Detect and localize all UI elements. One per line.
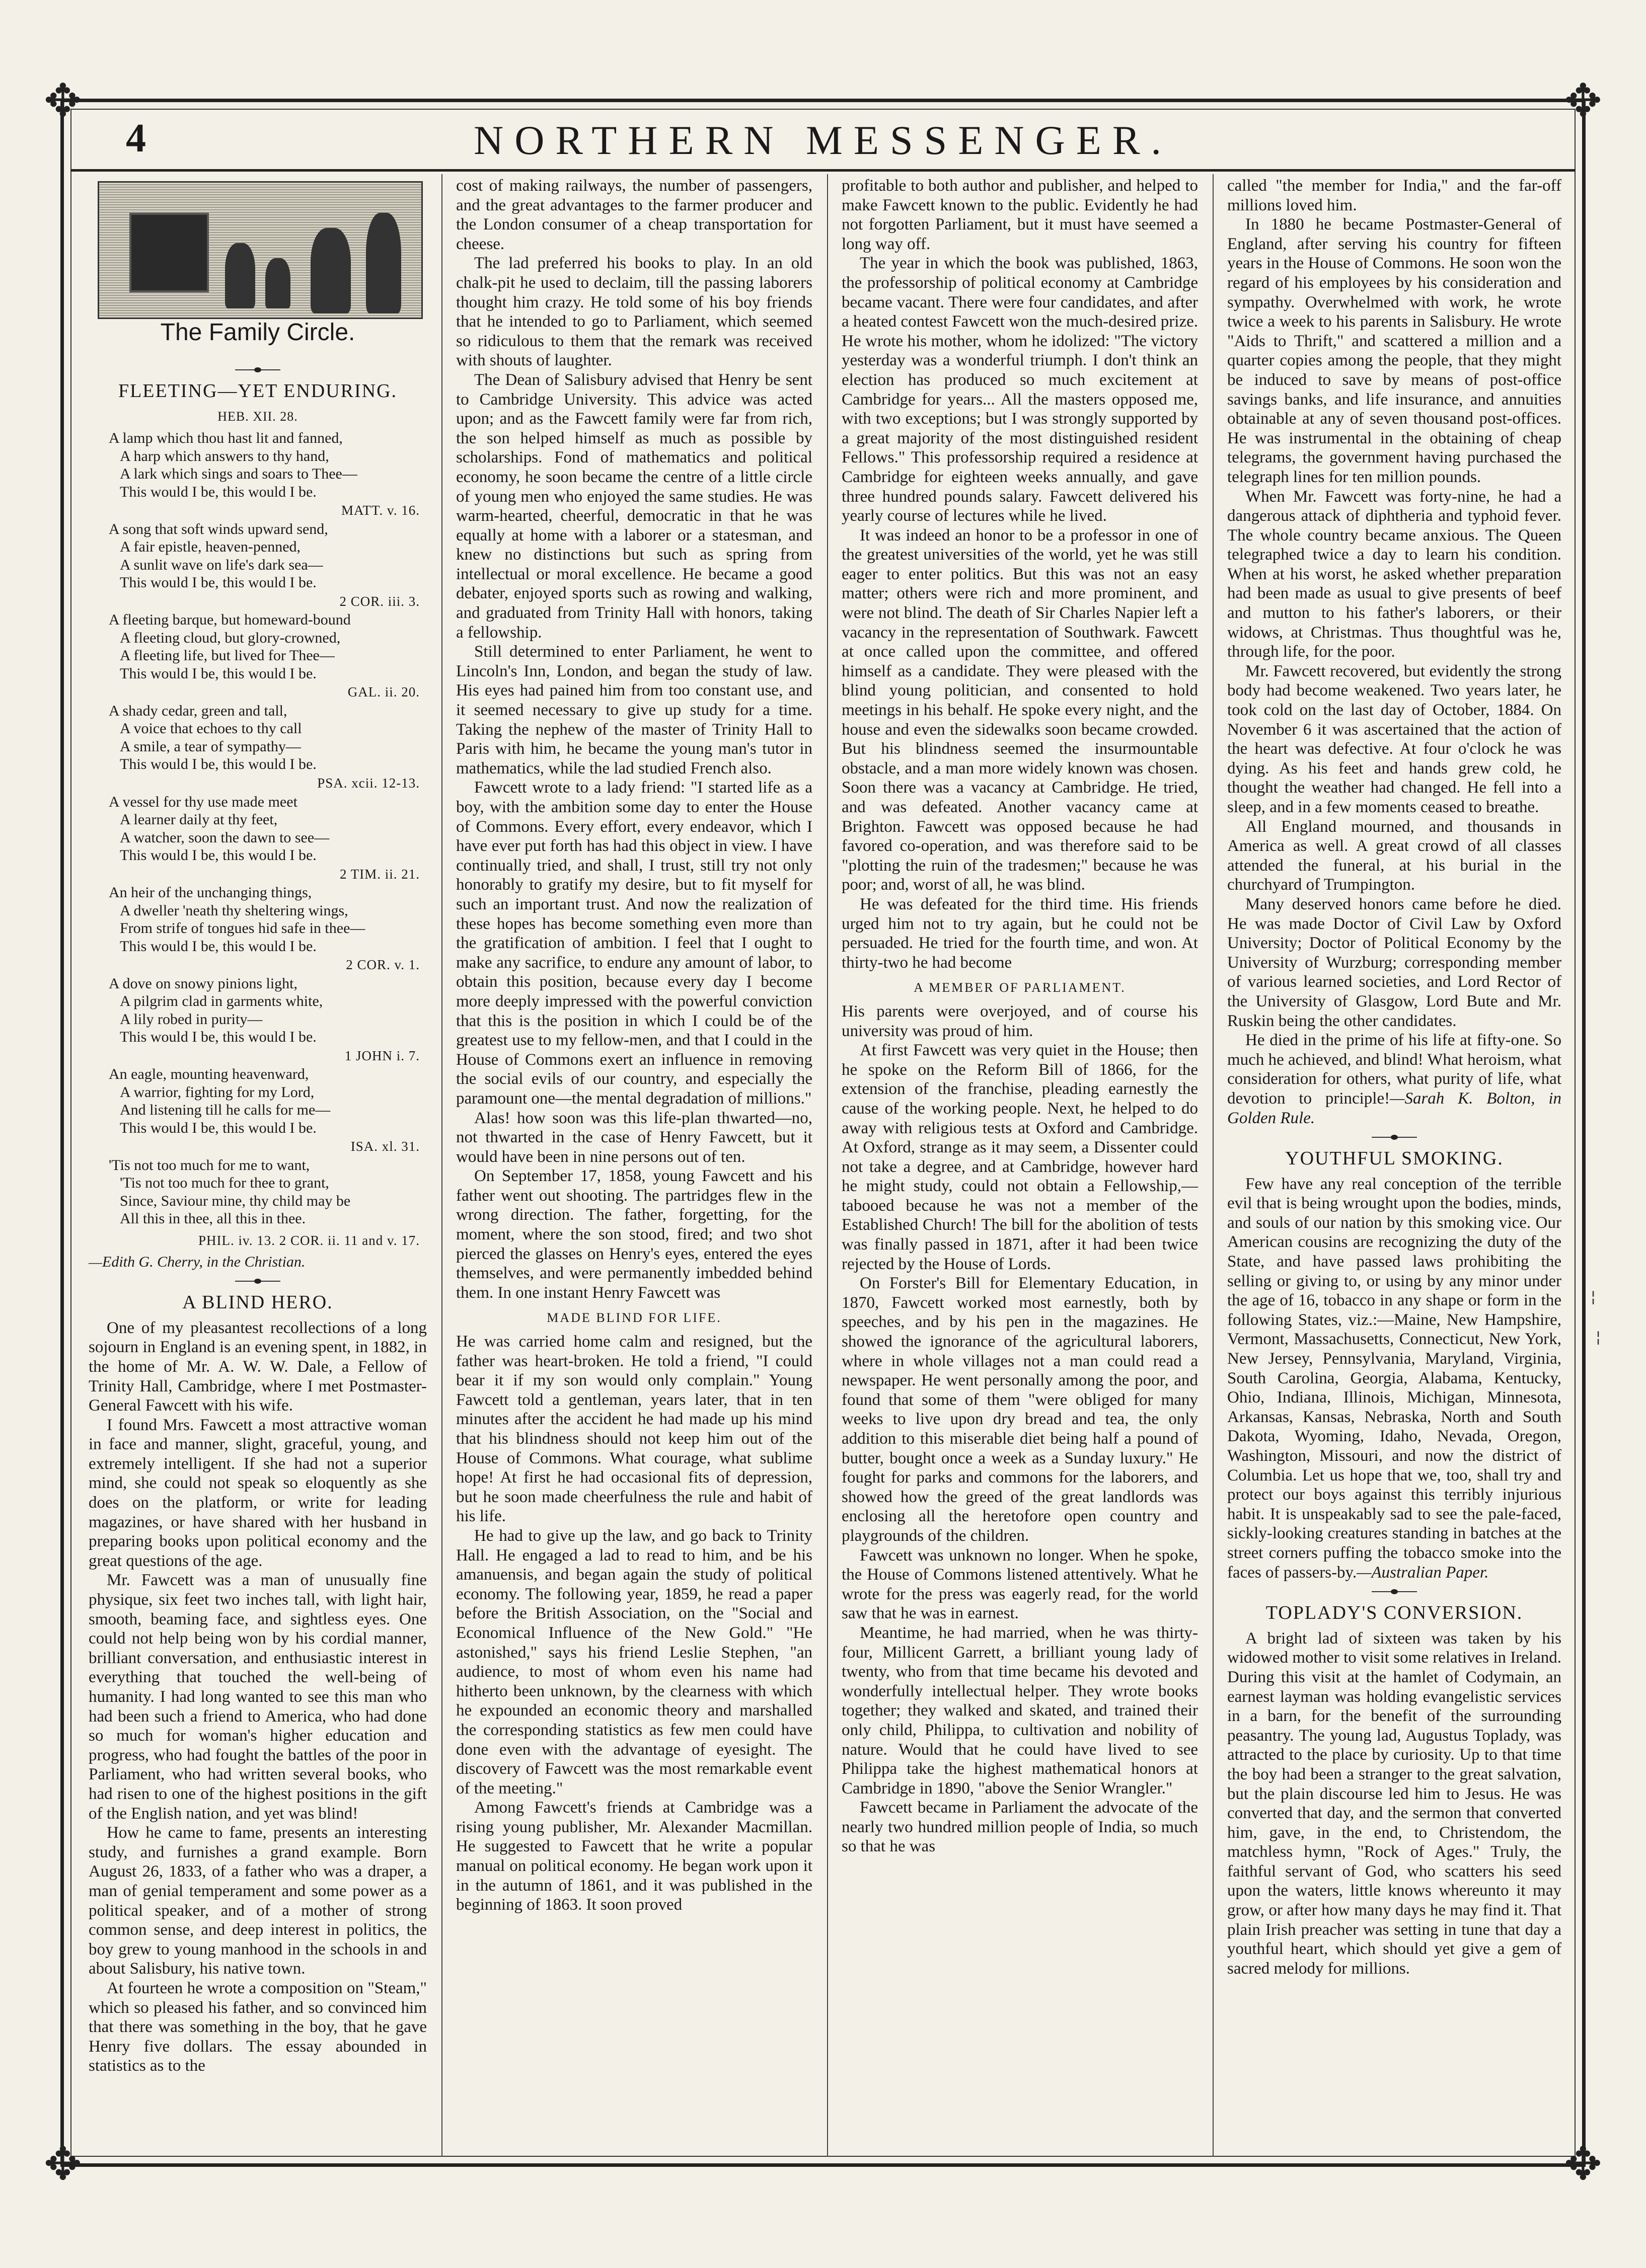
poem-stanza bbox=[109, 429, 427, 501]
column-2 bbox=[443, 176, 826, 2154]
poem-line: A lamp which thou hast lit and fanned, bbox=[109, 430, 343, 447]
section-divider bbox=[235, 367, 280, 372]
paper-title: NORTHERN MESSENGER. bbox=[473, 117, 1173, 163]
poem-line: A learner daily at thy feet, bbox=[120, 811, 278, 828]
corner-ornament-icon: ✥ bbox=[44, 74, 82, 127]
family-circle-title: The Family Circle. bbox=[160, 319, 355, 346]
poem-stanza-ref: MATT. v. 16. bbox=[341, 503, 420, 518]
column-rule bbox=[827, 174, 828, 2157]
margin-mark-icon: ¦ bbox=[1591, 1288, 1596, 1306]
article-paragraph: At fourteen he wrote a composition on "Steam," which so pleased his father, and so convinced him that there was something in the boy, that he gave Henry five dollars. The essay abounded in statistics as to the bbox=[89, 1979, 427, 2075]
poem-line: 'Tis not too much for thee to grant, bbox=[120, 1175, 329, 1192]
article-paragraph: Fawcett wrote to a lady friend: "I started life as a boy, with the ambition some day to enter the House of Commons. Every effort, every endeavor, which I have ever put forth has had this object in view. I have continually tried, and shall, I trust, still try not only honorably to gratify my desire, but to fit myself for such an important trust. And now the realization of these hopes has become something even more than the gratification of ambition. I feel that I ought to make any sacrifice, to endure any amount of labor, to obtain this position, because every day I become more deeply impressed with the powerful conviction that this is the position in which I could be of the greatest use to my fellow-men, and that I could in the House of Commons exert an influence in removing the social evils of our country, and especially the paramount one—the mental degradation of millions." bbox=[456, 778, 812, 1108]
poem-line: An eagle, mounting heavenward, bbox=[109, 1066, 309, 1083]
article-paragraph: It was indeed an honor to be a professor in one of the greatest universities of the world, yet he was still eager to enter politics. But this was not an easy matter; others were rich and more prominent, and were not blind. The death of Sir Charles Napier left a vacancy in the representation of Southwark. Fawcett at once called upon the committee, and offered himself as a candidate. They were pleased with the blind young politician, and consented to hold meetings in his behalf. He spoke every night, and the house and even the sidewalks soon became crowded. But his blindness seemed the insurmountable obstacle, and a man more widely known was chosen. Soon there was a vacancy at Cambridge. He tried, and was defeated. Another vacancy came at Brighton. Fawcett was opposed because he had favored co-operation, and was therefore said to be "plotting the ruin of the tradesmen;" because he was poor; and, worst of all, he was blind. bbox=[842, 526, 1198, 894]
poem-stanza bbox=[109, 611, 427, 682]
poem-line: A lily robed in purity— bbox=[120, 1010, 263, 1028]
family-fireside-engraving-icon bbox=[98, 181, 423, 319]
article-paragraph: Mr. Fawcett recovered, but evidently the strong body had become weakened. Two years later, he took cold on the last day of October, 1884. On November 6 it was ascertained that the action of the heart was defective. At four o'clock he was dying. As his feet and hands grew cold, he thought the weather had changed. He fell into a sleep, and in a few moments ceased to breathe. bbox=[1227, 662, 1561, 816]
poem-stanzas bbox=[89, 429, 427, 1231]
article-paragraph: When Mr. Fawcett was forty-nine, he had a dangerous attack of diphtheria and typhoid fever. The whole country became anxious. The Queen telegraphed twice a day to learn his condition. When at his worst, he asked whether preparation had been made as usual to give presents of beef and mutton to his father's laborers, or their widows, at Christmas. Thus thoughtful was he, through life, for the poor. bbox=[1227, 487, 1561, 661]
poem-line: A song that soft winds upward send, bbox=[109, 520, 328, 537]
smoking-title: YOUTHFUL SMOKING. bbox=[1285, 1148, 1504, 1169]
poem-stanza bbox=[109, 702, 427, 773]
article-paragraph: Mr. Fawcett was a man of unusually fine physique, six feet two inches tall, with light hair, smooth, beaming face, and sightless eyes. One could not help being won by his cordial manner, brilliant conversation, and enthusiastic interest in everything that touched the well-being of humanity. I had long wanted to see this man who had been such a friend to America, who had done so much for woman's higher education and progress, who had fought the battles of the poor in Parliament, who had written several books, who had risen to one of the highest positions in the gift of the English nation, and yet was blind! bbox=[89, 1571, 427, 1823]
column-4 bbox=[1214, 176, 1575, 2154]
poem-line: This would I be, this would I be. bbox=[120, 665, 317, 682]
poem-title: FLEETING—YET ENDURING. bbox=[118, 380, 398, 402]
poem-stanza bbox=[109, 1065, 427, 1137]
poem-stanza-ref: GAL. ii. 20. bbox=[347, 684, 420, 700]
poem-stanza bbox=[109, 1156, 427, 1228]
article-paragraph: All England mourned, and thousands in America as well. A great crowd of all classes attended the funeral, at his burial in the churchyard of Trumpington. bbox=[1227, 817, 1561, 894]
subheading-made-blind: MADE BLIND FOR LIFE. bbox=[547, 1310, 722, 1325]
poem-line: This would I be, this would I be. bbox=[120, 937, 317, 955]
article-paragraph: The lad preferred his books to play. In an old chalk-pit he used to declaim, till the passing laborers thought him crazy. He told some of his boy friends that he intended to go to Parliament, which seemed so ridiculous to them that the remark was received with shouts of laughter. bbox=[456, 254, 812, 370]
page-number: 4 bbox=[126, 116, 146, 161]
poem-line: A pilgrim clad in garments white, bbox=[120, 993, 323, 1010]
toplady-title: TOPLADY'S CONVERSION. bbox=[1265, 1602, 1523, 1624]
poem-line: A shady cedar, green and tall, bbox=[109, 702, 287, 719]
poem-stanza bbox=[109, 793, 427, 865]
poem-line: A smile, a tear of sympathy— bbox=[120, 738, 301, 755]
poem-stanza bbox=[109, 975, 427, 1046]
article-text bbox=[456, 176, 812, 1302]
article-text bbox=[842, 176, 1198, 972]
poem-stanza-ref: 2 COR. v. 1. bbox=[346, 957, 420, 973]
article-final-paragraph: He died in the prime of his life at fifty-one. So much he achieved, and blind! What heroism, what consideration for others, what purity of life, what devotion to principle!—Sarah K. Bolton, in Golden Rule. bbox=[1227, 1031, 1562, 1127]
article-paragraph: At first Fawcett was very quiet in the House; then he spoke on the Reform Bill of 1866, for the extension of the franchise, pleading earnestly the cause of the working people. Next, he helped to do away with religious tests at Oxford and Cambridge. At Oxford, strange as it may seem, a Dissenter could not take a degree, and at Cambridge, however hard he might study, could not obtain a Fellowship,—tabooed because he was not a member of the Established Church! The bill for the abolition of tests was finally passed in 1871, after it had been twice rejected by the House of Lords. bbox=[842, 1041, 1198, 1273]
poem-line: This would I be, this would I be. bbox=[120, 756, 317, 773]
subheading-parliament: A MEMBER OF PARLIAMENT. bbox=[914, 980, 1126, 995]
poem-scripture: HEB. XII. 28. bbox=[217, 409, 298, 424]
article-paragraph: He was carried home calm and resigned, but the father was heart-broken. He told a friend, "I could bear it if my son would only complain." Young Fawcett told a gentleman, years later, that in ten minutes after the accident he had made up his mind that his blindness should not keep him out of the House of Commons. What courage, what sublime hope! At first he had occasional fits of depression, but he soon made cheerfulness the rule and habit of his life. bbox=[456, 1333, 812, 1526]
poem-line: And listening till he calls for me— bbox=[120, 1102, 331, 1119]
poem-line: A lark which sings and soars to Thee— bbox=[120, 465, 357, 483]
poem-line: A fleeting barque, but homeward-bound bbox=[109, 611, 351, 629]
poem-line: A warrior, fighting for my Lord, bbox=[120, 1083, 315, 1101]
article-text bbox=[89, 1318, 427, 2076]
poem-line: A dove on snowy pinions light, bbox=[109, 975, 298, 992]
article-paragraph: The year in which the book was published, 1863, the professorship of political economy at Cambridge became vacant. There were four candidates, and after a heated contest Fawcett won the much-desired prize. He wrote his mother, whom he idolized: "The victory yesterday was a wonderful triumph. I don't think an election has produced so much excitement at Cambridge for years... All the masters opposed me, with two exceptions; but I was strongly supported by a great majority of the most distinguished resident Fellows." This professorship required a residence at Cambridge for eighteen weeks annually, and gave three hundred pounds salary. Fawcett delivered his yearly course of lectures while he lived. bbox=[842, 254, 1198, 525]
poem-line: This would I be, this would I be. bbox=[120, 847, 317, 864]
poem-line: A fair epistle, heaven-penned, bbox=[120, 538, 301, 556]
masthead-rule bbox=[70, 169, 1576, 172]
article-paragraph: Alas! how soon was this life-plan thwarted—no, not thwarted in the case of Henry Fawcett, but it would have been in nine persons out of ten. bbox=[456, 1109, 812, 1166]
article-paragraph: The Dean of Salisbury advised that Henry be sent to Cambridge University. This advice was acted upon; and as the Fawcett family were far from rich, the son helped himself as much as possible by scholarships. Fond of mathematics and political economy, he soon became the centre of a little circle of young men who enjoyed the same studies. He was warm-hearted, cheerful, democratic in that he was equally at home with a laborer or a statesman, and knew no distinctions but such as spring from intellectual or moral excellence. He became a good debater, enjoyed sports such as rowing and walking, and graduated from Trinity Hall with honors, taking a fellowship. bbox=[456, 370, 812, 642]
article-text bbox=[1227, 176, 1561, 1031]
poem-line: Since, Saviour mine, thy child may be bbox=[120, 1192, 351, 1209]
article-paragraph: He was defeated for the third time. His friends urged him not to try again, but he could not be persuaded. He tried for the fourth time, and won. At thirty-two he had become bbox=[842, 895, 1198, 972]
corner-ornament-icon: ✥ bbox=[1564, 2138, 1602, 2191]
poem-stanza-ref: ISA. xl. 31. bbox=[350, 1139, 420, 1154]
column-1 bbox=[76, 176, 440, 2154]
article-title: A BLIND HERO. bbox=[182, 1292, 333, 1313]
article-paragraph: Among Fawcett's friends at Cambridge was a rising young publisher, Mr. Alexander Macmillan. He suggested to Fawcett that he write a popular manual on political economy. He began work upon it in the autumn of 1861, and it was published in the beginning of 1863. It soon proved bbox=[456, 1798, 812, 1914]
article-paragraph: On September 17, 1858, young Fawcett and his father went out shooting. The partridges flew in the wrong direction. The father, forgetting, for the moment, where the son stood, fired; and two shot pierced the glasses on Henry's eyes, entered the eyes themselves, and were permanently imbedded behind them. In one instant Henry Fawcett was bbox=[456, 1167, 812, 1302]
poem-stanza-ref: 1 JOHN i. 7. bbox=[344, 1048, 420, 1063]
article-paragraph: On Forster's Bill for Elementary Education, in 1870, Fawcett worked most earnestly, both by speeches, and by his pen in the magazines. He showed the ignorance of the agricultural laborers, where in whole villages not a man could read a newspaper. He went personally among the poor, and found that some of them "were obliged for many weeks to live upon dry bread and tea, the only addition to this miserable diet being half a pound of butter, bought once a week as a Sunday luxury." He fought for parks and commons for the laborers, and showed how the greed of the great landlords was enclosing all the heretofore open country and playgrounds of the children. bbox=[842, 1274, 1198, 1545]
poem-line: This would I be, this would I be. bbox=[120, 1119, 317, 1136]
corner-ornament-icon: ✥ bbox=[44, 2138, 82, 2191]
article-paragraph: In 1880 he became Postmaster-General of England, after serving his country for fifteen years in the House of Commons. He soon won the regard of his employees by his consideration and sympathy. Overwhelmed with work, he wrote twice a week to his parents in Salisbury. He wrote "Aids to Thrift," and scattered a million and a quarter copies among the people, that they might be induced to save by means of post-office savings banks, and life insurance, and annuities obtainable at any of seven thousand post-offices. He was instrumental in the obtaining of cheap telegrams, the government having purchased the telegraph lines for ten million pounds. bbox=[1227, 215, 1561, 486]
article-paragraph: Fawcett became in Parliament the advocate of the nearly two hundred million people of India, so much so that he was bbox=[842, 1798, 1198, 1856]
poem-line: This would I be, this would I be. bbox=[120, 1029, 317, 1046]
poem-line: A watcher, soon the dawn to see— bbox=[120, 829, 330, 846]
poem-line: 'Tis not too much for me to want, bbox=[109, 1156, 310, 1174]
section-divider bbox=[1372, 1589, 1417, 1594]
poem-stanza-ref: 2 TIM. ii. 21. bbox=[339, 866, 420, 882]
article-paragraph: profitable to both author and publisher, and helped to make Fawcett known to the public. Evidently he had not forgotten Parliament, but it must have seemed a long way off. bbox=[842, 177, 1198, 253]
article-paragraph: Many deserved honors came before he died. He was made Doctor of Civil Law by Oxford University; Doctor of Political Economy by the University of Wurzburg; corresponding member of various learned societies, and Lord Rector of the University of Glasgow, Lord Bute and Mr. Ruskin being the other candidates. bbox=[1227, 895, 1561, 1030]
poem-closing-refs: PHIL. iv. 13. 2 COR. ii. 11 and v. 17. bbox=[198, 1232, 420, 1248]
article-paragraph: His parents were overjoyed, and of course his university was proud of him. bbox=[842, 1002, 1198, 1040]
poem-line: All this in thee, all this in thee. bbox=[120, 1210, 306, 1227]
column-3 bbox=[829, 176, 1211, 2154]
article-paragraph: One of my pleasantest recollections of a long sojourn in England is an evening spent, in 1882, in the home of Mr. A. W. W. Dale, a Fellow of Trinity Hall, Cambridge, where I met Postmaster-General Fawcett with his wife. bbox=[89, 1318, 427, 1415]
poem-line: A voice that echoes to thy call bbox=[120, 720, 302, 737]
poem-line: A harp which answers to thy hand, bbox=[120, 447, 329, 464]
poem-stanza-ref: PSA. xcii. 12-13. bbox=[317, 775, 420, 791]
poem-line: This would I be, this would I be. bbox=[120, 574, 317, 591]
section-divider bbox=[235, 1279, 280, 1284]
column-rule bbox=[441, 174, 442, 2157]
section-divider bbox=[1372, 1135, 1417, 1140]
poem-stanza bbox=[109, 520, 427, 592]
family-circle-header bbox=[89, 181, 427, 367]
poem-line: An heir of the unchanging things, bbox=[109, 884, 312, 901]
corner-ornament-icon: ✥ bbox=[1564, 74, 1602, 127]
poem-line: A fleeting life, but lived for Thee— bbox=[120, 647, 335, 664]
toplady-text: A bright lad of sixteen was taken by his widowed mother to visit some relatives in Ireland. During this visit at the hamlet of Codymain, an earnest layman was holding evangelistic services in a barn, for the benefit of the surrounding peasantry. The young lad, Augustus Toplady, was attracted to the place by curiosity. Up to that time the boy had been a stranger to the great salvation, but the plain discourse led him to Jesus. He was converted that day, and the sermon that converted him, gave, in the end, to Christendom, the matchless hymn, "Rock of Ages." Truly, the faithful servant of God, who scatters his seed upon the waters, little knows whereunto it may grow, or after how many days he may find it. That plain Irish preacher was setting in tune that day a youthful heart, which should yet give a gem of sacred melody for millions. bbox=[1227, 1629, 1561, 1978]
column-rule bbox=[1213, 174, 1214, 2157]
article-paragraph: Fawcett was unknown no longer. When he spoke, the House of Commons listened attentively. What he wrote for the press was eagerly read, for the world saw that he was in earnest. bbox=[842, 1546, 1198, 1623]
poem-line: A dweller 'neath thy sheltering wings, bbox=[120, 902, 348, 919]
article-text bbox=[842, 1002, 1198, 1856]
poem-credit: —Edith G. Cherry, in the Christian. bbox=[89, 1253, 306, 1270]
article-paragraph: How he came to fame, presents an interesting study, and furnishes a grand example. Born August 26, 1833, of a father who was a draper, a man of genial temperament and some power as a political speaker, and of a mother of strong common sense, and deep interest in politics, the boy grew to young manhood in the schools in and about Salisbury, his native town. bbox=[89, 1824, 427, 1978]
margin-mark-icon: ¦ bbox=[1596, 1328, 1601, 1346]
poem-stanza bbox=[109, 884, 427, 955]
article-paragraph: He had to give up the law, and go back to Trinity Hall. He engaged a lad to read to him, and be his amanuensis, and began again the study of political economy. The following year, 1859, he read a paper before the British Association, on the "Social and Economical Influence of the New Gold." "He astonished," says his friend Leslie Stephen, "an audience, to most of whom even his name had hitherto been unknown, by the clearness with which he expounded an economic theory and marshalled the corresponding statistics as few men could have done even with the advantage of eyesight. The discovery of Fawcett was the most remarkable event of the meeting." bbox=[456, 1526, 812, 1797]
article-paragraph: Meantime, he had married, when he was thirty-four, Millicent Garrett, a brilliant young lady of twenty, who from that time became his devoted and wonderfully intellectual helper. They wrote books together; they walked and skated, and trained their only child, Philippa, to cultivation and nobility of nature. Would that he could have lived to see Philippa take the highest mathematical honors at Cambridge in 1890, "above the Senior Wrangler." bbox=[842, 1623, 1198, 1797]
poem-line: This would I be, this would I be. bbox=[120, 483, 317, 500]
masthead bbox=[70, 111, 1576, 166]
poem-stanza-ref: 2 COR. iii. 3. bbox=[339, 593, 420, 609]
article-paragraph: Still determined to enter Parliament, he went to Lincoln's Inn, London, and began the study of law. His eyes had pained him from too constant use, and it seemed necessary to give up study for a time. Taking the nephew of the master of Trinity Hall to Paris with him, he became the young man's tutor in mathematics, while the lad studied French also. bbox=[456, 643, 812, 777]
article-text bbox=[456, 1332, 812, 1915]
article-paragraph: called "the member for India," and the far-off millions loved him. bbox=[1227, 177, 1561, 214]
poem-line: From strife of tongues hid safe in thee— bbox=[120, 920, 365, 937]
poem-line: A vessel for thy use made meet bbox=[109, 793, 297, 810]
article-paragraph: cost of making railways, the number of passengers, and the great advantages to the farmer producer and the London consumer of a cheap transportation for cheese. bbox=[456, 177, 812, 253]
article-paragraph: I found Mrs. Fawcett a most attractive woman in face and manner, slight, graceful, young, and extremely intelligent. If she had not a superior mind, she could not speak so eloquently as she does on the platform, or write for leading magazines, or have shared with her husband in preparing books upon political economy and the great questions of the age. bbox=[89, 1416, 427, 1570]
poem-line: A sunlit wave on life's dark sea— bbox=[120, 556, 323, 573]
poem-line: A fleeting cloud, but glory-crowned, bbox=[120, 629, 341, 646]
smoking-text: Few have any real conception of the terrible evil that is being wrought upon the bodies, minds, and souls of our nation by this smoking vice. Our American cousins are recognizing the duty of the State, and have passed laws prohibiting the selling or giving to, or using by any minor under the age of 16, tobacco in any shape or form in the following States, viz.:—Maine, New Hampshire, Vermont, Massachusetts, Connecticut, New York, New Jersey, Pennsylvania, Maryland, Virginia, South Carolina, Georgia, Alabama, Kentucky, Ohio, Indiana, Illinois, Michigan, Minnesota, Arkansas, Kansas, Nebraska, North and South Dakota, Wyoming, Idaho, Nevada, Oregon, Washington, Missouri, and now the district of Columbia. Let us hope that we, too, shall try and protect our boys against this terribly injurious habit. It is unspeakably sad to see the pale-faced, sickly-looking creatures standing in batches at the street corners puffing the tobacco smoke into the faces of passers-by.—Australian Paper. bbox=[1227, 1175, 1561, 1582]
